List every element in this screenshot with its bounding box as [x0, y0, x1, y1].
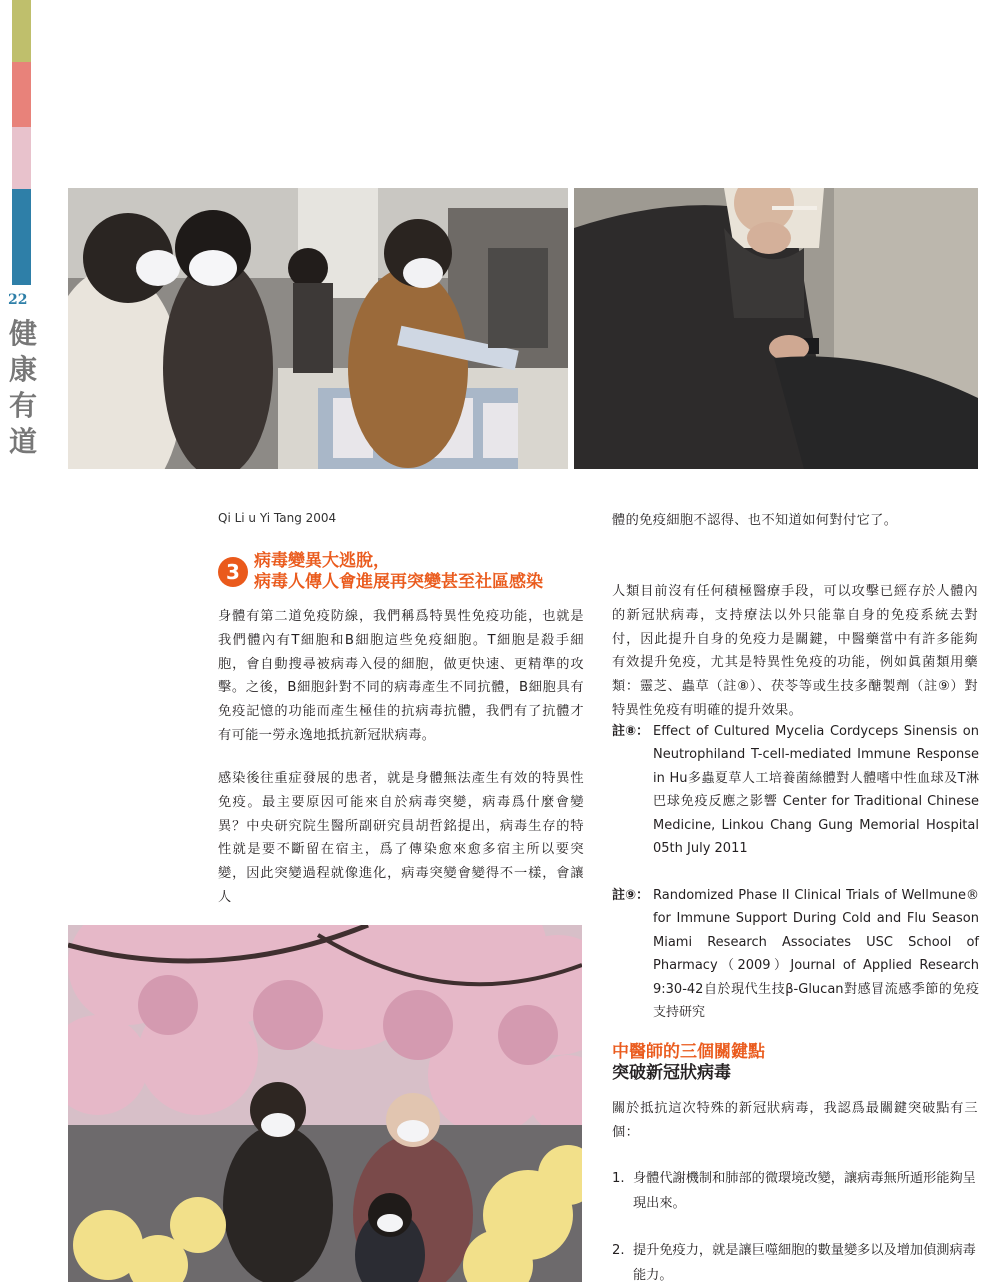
- body-paragraph-continued: 體的免疫細胞不認得、也不知道如何對付它了。: [612, 513, 898, 528]
- key-points-heading: [612, 1042, 765, 1084]
- photo-man-smoking: [574, 188, 978, 469]
- section-title-char: 道: [8, 425, 37, 458]
- key-points-subtitle: 突破新冠狀病毒: [612, 1063, 731, 1083]
- section-title-char: 健: [8, 317, 37, 350]
- list-item-number: 1.: [612, 1171, 625, 1186]
- section-3-title-line2: 病毒人傳人會進展再突變甚至社區感染: [254, 572, 543, 592]
- section-number-badge: 3: [218, 557, 248, 587]
- footnote-text: Effect of Cultured Mycelia Cordyceps Sinensis on Neutrophiland T-cell-mediated Immune Response in Hu多蟲夏草人工培養菌絲體對人體嗜中性血球及T淋巴球免疫反應之影響 Center for Traditional Chinese Medicine, Linkou Chang Gung Memorial Hospital 05th July 2011: [653, 724, 979, 857]
- sidebar-block-olive: [12, 0, 31, 62]
- footnote-9: [612, 884, 979, 1024]
- section-3-title: [254, 551, 543, 593]
- section-title-char: 康: [8, 353, 37, 386]
- body-paragraph-immune: 人類目前沒有任何積極醫療手段，可以攻擊已經存於人體內的新冠狀病毒，支持療法以外只能靠自身的免疫系統去對付，因此提升自身的免疫力是關鍵，中醫藥當中有許多能夠有效提升免疫，尤其是特異性免疫的功能，例如眞菌類用藥類：靈芝、蟲草（註⑧）、茯苓等或生技多醣製劑（註⑨）對特異性免疫有明確的提升效果。: [612, 584, 978, 718]
- list-item-number: 2.: [612, 1243, 625, 1258]
- body-paragraph-2: 感染後往重症發展的患者，就是身體無法產生有效的特異性免疫。最主要原因可能來自於病毒突變，病毒爲什麼會變異？中央研究院生醫所副研究員胡哲銘提出，病毒生存的特性就是要不斷留在宿主，爲了傳染愈來愈多宿主所以要突變，因此突變過程就像進化，病毒突變會變得不一樣，會讓人: [218, 771, 584, 905]
- sidebar-block-coral: [12, 62, 31, 127]
- photo-credit: Qi Li u Yi Tang 2004: [218, 511, 337, 525]
- footnote-label: 註⑧：: [612, 724, 650, 739]
- sidebar-block-pink: [12, 127, 31, 189]
- section-title: [6, 316, 40, 460]
- photo-cherry-blossom: [68, 925, 582, 1282]
- body-paragraph-1: 身體有第二道免疫防線，我們稱爲特異性免疫功能，也就是我們體內有T細胞和B細胞這些免疫細胞。T細胞是殺手細胞，會自動搜尋被病毒入侵的細胞，做更快速、更精準的攻擊。之後，B細胞針對不同的病毒產生不同抗體，B細胞具有免疫記憶的功能而產生極佳的抗病毒抗體，我們有了抗體才有可能一勞永逸地抵抗新冠狀病毒。: [218, 609, 584, 743]
- photo-masked-shoppers: [68, 188, 568, 469]
- list-item-text: 身體代謝機制和肺部的微環境改變，讓病毒無所遁形能夠呈現出來。: [633, 1171, 976, 1211]
- sidebar-block-blue: [12, 189, 31, 285]
- list-item-text: 提升免疫力，就是讓巨噬細胞的數量變多以及增加偵測病毒能力。: [633, 1243, 976, 1283]
- page-number: 22: [8, 292, 28, 308]
- footnote-8: [612, 720, 979, 860]
- footnote-text: Randomized Phase II Clinical Trials of Wellmune® for Immune Support During Cold and Flu Season Miami Research Associates USC School of Pharmacy（2009）Journal of Applied Research 9:30-42自於現代生技β-Glucan對感冒流感季節的免疫支持研究: [653, 888, 979, 1021]
- key-points-intro: 關於抵抗這次特殊的新冠狀病毒，我認爲最關鍵突破點有三個：: [612, 1101, 978, 1140]
- footnote-label: 註⑨：: [612, 888, 650, 903]
- section-3-title-line1: 病毒變異大逃脫，: [254, 551, 390, 571]
- key-points-title: 中醫師的三個關鍵點: [612, 1042, 765, 1062]
- section-title-char: 有: [8, 389, 37, 422]
